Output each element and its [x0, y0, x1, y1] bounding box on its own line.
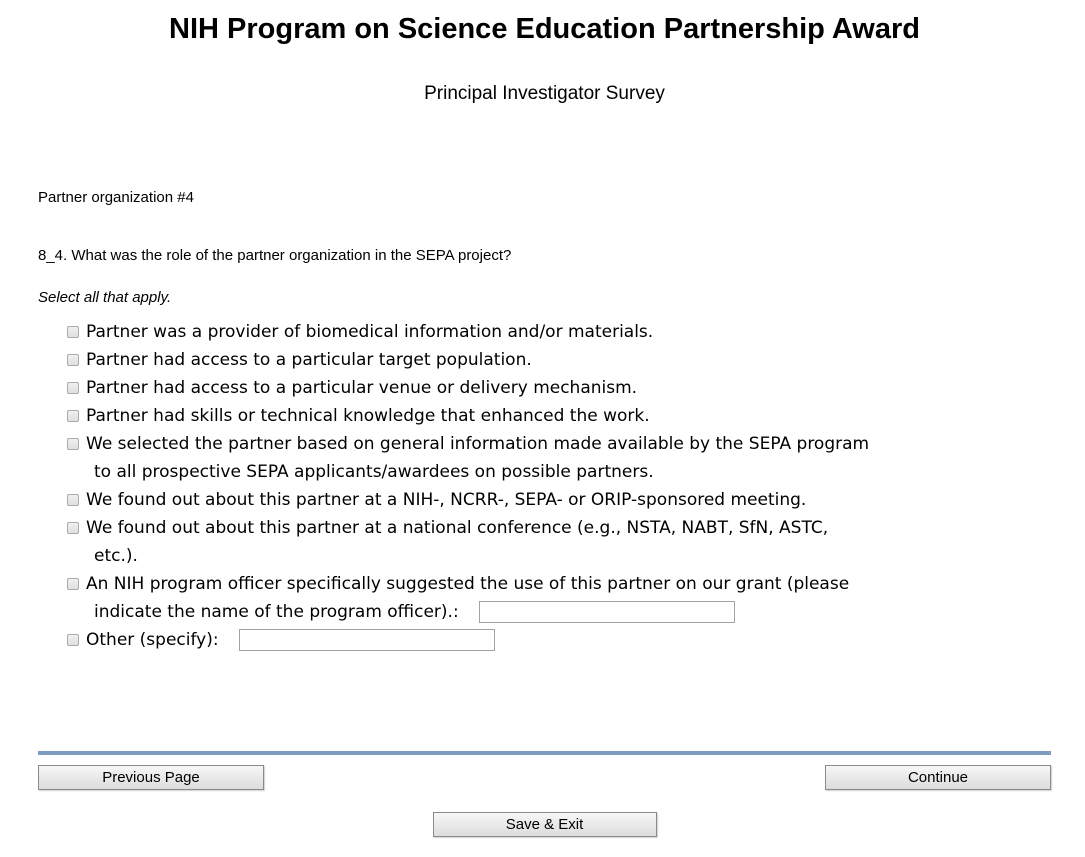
option-label[interactable] [86, 346, 1051, 374]
options-list [67, 318, 1051, 654]
option-text: Partner was a provider of biomedical information and/or materials. [86, 322, 654, 342]
option-text: We found out about this partner at a NIH-, NCRR-, SEPA- or ORIP-sponsored meeting. [86, 490, 807, 510]
option-text: An NIH program officer specifically suggested the use of this partner on our grant (please [86, 574, 850, 594]
section-label: Partner organization #4 [38, 189, 194, 206]
section-divider [38, 751, 1051, 755]
option-label[interactable] [86, 486, 1051, 514]
save-exit-button[interactable]: Save & Exit [433, 812, 657, 837]
checkbox-option [67, 514, 1051, 570]
option-label[interactable] [86, 626, 1051, 654]
checkbox-option [67, 346, 1051, 374]
navigation-row [38, 765, 1051, 790]
checkbox-option [67, 486, 1051, 514]
option-text: Other (specify): [86, 630, 219, 650]
option-label[interactable] [86, 570, 1051, 626]
question-text: 8_4. What was the role of the partner organization in the SEPA project? [38, 247, 512, 264]
option-text: indicate the name of the program officer).: [94, 602, 459, 622]
option-text: Partner had access to a particular target population. [86, 350, 532, 370]
program-officer-name-input[interactable] [479, 601, 735, 623]
option-checkbox[interactable] [67, 522, 79, 534]
checkbox-option [67, 402, 1051, 430]
save-row [38, 812, 1051, 837]
option-checkbox[interactable] [67, 410, 79, 422]
option-checkbox[interactable] [67, 578, 79, 590]
option-text: We found out about this partner at a national conference (e.g., NSTA, NABT, SfN, ASTC, [86, 518, 829, 538]
checkbox-option [67, 318, 1051, 346]
option-text: to all prospective SEPA applicants/awardees on possible partners. [94, 462, 654, 482]
option-text: Partner had skills or technical knowledge that enhanced the work. [86, 406, 650, 426]
option-checkbox[interactable] [67, 634, 79, 646]
option-checkbox[interactable] [67, 326, 79, 338]
option-text: Partner had access to a particular venue or delivery mechanism. [86, 378, 638, 398]
checkbox-option [67, 430, 1051, 486]
question-instruction: Select all that apply. [38, 289, 172, 306]
option-checkbox[interactable] [67, 438, 79, 450]
other-specify-input[interactable] [239, 629, 495, 651]
option-text: etc.). [94, 546, 138, 566]
option-checkbox[interactable] [67, 354, 79, 366]
checkbox-option [67, 570, 1051, 626]
option-label[interactable] [86, 374, 1051, 402]
option-text: We selected the partner based on general information made available by the SEPA program [86, 434, 870, 454]
option-label[interactable] [86, 318, 1051, 346]
page-subtitle: Principal Investigator Survey [424, 83, 665, 104]
option-label[interactable] [86, 514, 1051, 570]
option-checkbox[interactable] [67, 382, 79, 394]
continue-button[interactable]: Continue [825, 765, 1051, 790]
checkbox-option [67, 374, 1051, 402]
page-title: NIH Program on Science Education Partnership Award [169, 13, 920, 45]
option-checkbox[interactable] [67, 494, 79, 506]
option-label[interactable] [86, 402, 1051, 430]
previous-page-button[interactable]: Previous Page [38, 765, 264, 790]
option-label[interactable] [86, 430, 1051, 486]
checkbox-option [67, 626, 1051, 654]
